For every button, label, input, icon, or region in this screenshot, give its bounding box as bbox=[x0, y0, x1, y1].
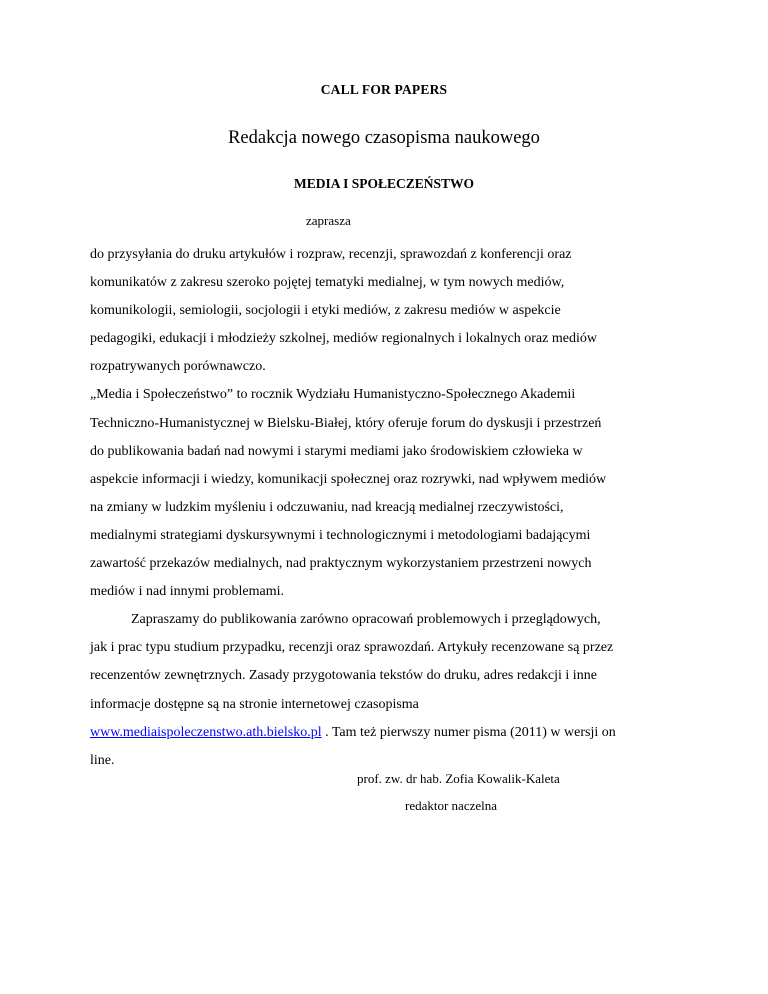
body-line: informacje dostępne są na stronie internetowej czasopisma bbox=[90, 696, 419, 712]
body-line: pedagogiki, edukacji i młodzieży szkolnej, mediów regionalnych i lokalnych oraz mediów bbox=[90, 331, 597, 347]
body-line: recenzentów zewnętrznych. Zasady przygotowania tekstów do druku, adres redakcji i inne bbox=[90, 668, 597, 684]
body-line: na zmiany w ludzkim myśleniu i odczuwaniu, nad kreacją medialnej rzeczywistości, bbox=[90, 499, 564, 515]
body-line: do publikowania badań nad nowymi i starymi mediami jako środowiskiem człowieka w bbox=[90, 443, 583, 459]
body-line: do przysyłania do druku artykułów i rozpraw, recenzji, sprawozdań z konferencji oraz bbox=[90, 247, 572, 262]
signature-role: redaktor naczelna bbox=[405, 798, 498, 813]
body-line: komunikologii, semiologii, socjologii i etyki mediów, z zakresu mediów w aspekcie bbox=[90, 303, 561, 319]
subtitle-heading: Redakcja nowego czasopisma naukowego bbox=[228, 128, 540, 148]
journal-name-heading: MEDIA I SPOŁECZEŃSTWO bbox=[293, 176, 475, 191]
journal-website-link[interactable]: www.mediaispoleczenstwo.ath.bielsko.pl bbox=[90, 724, 322, 740]
body-line: line. bbox=[90, 752, 115, 768]
body-line: mediów i nad innymi problemami. bbox=[90, 584, 285, 600]
body-line: rozpatrywanych porównawczo. bbox=[90, 359, 266, 375]
body-line: jak i prac typu studium przypadku, recenzji oraz sprawozdań. Artykuły recenzowane są przez bbox=[90, 640, 614, 656]
body-line: Techniczno-Humanistycznej w Bielsku-Białej, który oferuje forum do dyskusji i przestrzeń bbox=[90, 415, 602, 431]
invites-text: zaprasza bbox=[306, 213, 351, 228]
link-line bbox=[90, 719, 690, 747]
body-line: „Media i Społeczeństwo” to rocznik Wydziału Humanistyczno-Społecznego Akademii bbox=[90, 387, 576, 403]
signature-name: prof. zw. dr hab. Zofia Kowalik-Kaleta bbox=[357, 771, 560, 786]
body-line: medialnymi strategiami dyskursywnymi i technologicznymi i metodologiami badającymi bbox=[90, 527, 591, 543]
body-text bbox=[90, 241, 690, 775]
call-for-papers-heading: CALL FOR PAPERS bbox=[320, 82, 448, 97]
body-line: zawartość przekazów medialnych, nad praktycznym wykorzystaniem przestrzeni nowych bbox=[90, 556, 592, 572]
body-line: Zapraszamy do publikowania zarówno opracowań problemowych i przeglądowych, bbox=[131, 612, 601, 628]
body-line: komunikatów z zakresu szeroko pojętej tematyki medialnej, w tym nowych mediów, bbox=[90, 275, 565, 291]
after-link-text: . Tam też pierwszy numer pisma (2011) w wersji on bbox=[321, 724, 616, 740]
body-line: aspekcie informacji i wiedzy, komunikacji społecznej oraz rozrywki, nad wpływem mediów bbox=[90, 471, 607, 487]
